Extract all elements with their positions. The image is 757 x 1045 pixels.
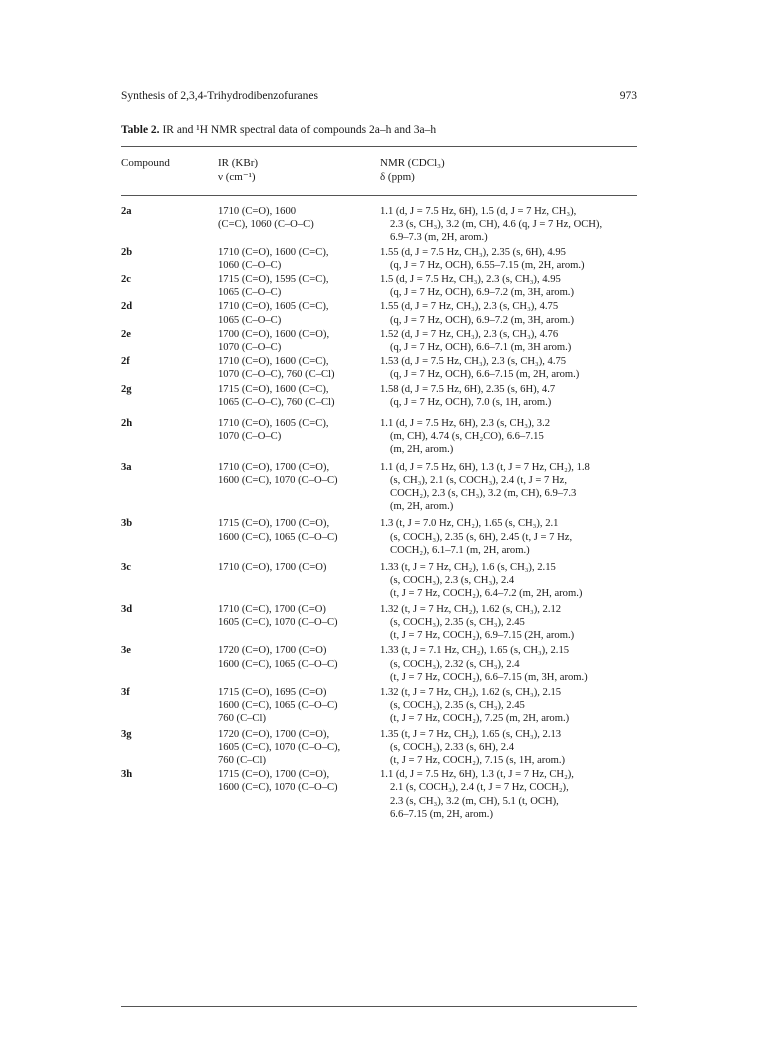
nmr-line: (q, J = 7 Hz, OCH), 6.55–7.15 (m, 2H, arom.) — [390, 259, 585, 271]
nmr-cell — [380, 603, 637, 643]
nmr-line: (s, COCH₃), 2.35 (s, CH₃), 2.45 — [390, 700, 525, 712]
ir-line: 1710 (C=O), 1600 — [218, 206, 297, 217]
ir-line: (C=C), 1060 (C–O–C) — [218, 219, 314, 231]
nmr-line: 2.1 (s, COCH₃), 2.4 (t, J = 7 Hz, COCH₂), — [390, 782, 569, 794]
nmr-line: (s, CH₃), 2.1 (s, COCH₃), 2.4 (t, J = 7 Hz, — [390, 474, 567, 486]
nmr-line: 1.55 (d, J = 7 Hz, CH₃), 2.3 (s, CH₃), 4.75 — [380, 301, 559, 313]
ir-cell — [218, 686, 380, 726]
table-row — [121, 205, 637, 245]
table-row — [121, 644, 637, 684]
ir-line: 1605 (C=C), 1070 (C–O–C), — [218, 741, 341, 753]
nmr-line: COCH₂), 6.1–7.1 (m, 2H, arom.) — [390, 544, 530, 556]
ir-line: 1600 (C=C), 1070 (C–O–C) — [218, 474, 338, 486]
compound-cell: 3d — [121, 603, 133, 615]
nmr-line: (q, J = 7 Hz, OCH), 7.0 (s, 1H, arom.) — [390, 396, 552, 408]
ir-cell — [218, 603, 380, 643]
ir-cell — [218, 300, 380, 326]
nmr-line: 1.1 (d, J = 7.5 Hz, 6H), 1.5 (d, J = 7 Hz, CH₃), — [380, 206, 577, 217]
ir-line: 1600 (C=C), 1065 (C–O–C) — [218, 531, 338, 543]
ir-cell — [218, 768, 380, 821]
ir-cell — [218, 517, 380, 557]
compound-cell: 2f — [121, 356, 130, 368]
compound-cell: 3g — [121, 728, 132, 740]
nmr-line: 1.32 (t, J = 7 Hz, CH₂), 1.62 (s, CH₃), 2.15 — [380, 686, 562, 698]
running-title: Synthesis of 2,3,4-Trihydrodibenzofuranes — [121, 90, 318, 102]
ir-line: 1720 (C=O), 1700 (C=O) — [218, 645, 327, 657]
ir-cell — [218, 205, 380, 245]
nmr-line: 2.3 (s, CH₃), 3.2 (m, CH), 5.1 (t, OCH), — [390, 795, 559, 807]
ir-line: 1710 (C=C), 1700 (C=O) — [218, 603, 326, 615]
ir-cell — [218, 355, 380, 381]
ir-line: 1600 (C=C), 1065 (C–O–C) — [218, 658, 338, 670]
ir-cell — [218, 417, 380, 457]
table-row — [121, 328, 637, 354]
ir-line: 1600 (C=C), 1065 (C–O–C) — [218, 700, 338, 712]
nmr-line: (s, COCH₃), 2.35 (s, CH₃), 2.45 — [390, 616, 525, 628]
compound-cell: 3f — [121, 686, 130, 698]
nmr-cell — [380, 273, 637, 299]
nmr-line: 1.1 (d, J = 7.5 Hz, 6H), 2.3 (s, CH₃), 3.2 — [380, 418, 551, 430]
nmr-cell — [380, 300, 637, 326]
nmr-line: 1.33 (t, J = 7.1 Hz, CH₂), 1.65 (s, CH₃), 2.15 — [380, 645, 570, 657]
nmr-line: (m, CH), 4.74 (s, CH₂CO), 6.6–7.15 — [390, 431, 544, 443]
ir-line: 1710 (C=O), 1600 (C=C), — [218, 356, 329, 368]
table-row — [121, 686, 637, 726]
table-header-rule — [121, 195, 637, 196]
table-row — [121, 768, 637, 821]
ir-line: 1070 (C–O–C), 760 (C–Cl) — [218, 369, 335, 381]
nmr-line: (s, COCH₃), 2.35 (s, 6H), 2.45 (t, J = 7 Hz, — [390, 531, 573, 543]
ir-line: 1710 (C=O), 1700 (C=O) — [218, 562, 327, 574]
table-row — [121, 728, 637, 768]
nmr-line: (t, J = 7 Hz, COCH₂), 7.25 (m, 2H, arom.) — [390, 713, 570, 725]
nmr-cell — [380, 417, 637, 457]
column-header-ir — [218, 156, 258, 184]
nmr-cell — [380, 328, 637, 354]
ir-line: 1605 (C=C), 1070 (C–O–C) — [218, 616, 338, 628]
nmr-cell — [380, 383, 637, 409]
ir-line: 1710 (C=O), 1605 (C=C), — [218, 301, 329, 313]
running-head — [121, 90, 637, 102]
nmr-line: (m, 2H, arom.) — [390, 501, 454, 513]
nmr-line: (s, COCH₃), 2.32 (s, CH₃), 2.4 — [390, 658, 520, 670]
nmr-cell — [380, 205, 637, 245]
table-caption-label: Table 2. — [121, 124, 160, 136]
table-row — [121, 246, 637, 272]
table-row — [121, 561, 637, 601]
nmr-line: 1.58 (d, J = 7.5 Hz, 6H), 2.35 (s, 6H), 4.7 — [380, 383, 556, 395]
compound-cell: 3h — [121, 769, 133, 781]
nmr-cell — [380, 686, 637, 726]
compound-cell: 2a — [121, 206, 132, 217]
nmr-line: (s, COCH₃), 2.3 (s, CH₃), 2.4 — [390, 575, 515, 587]
table-row — [121, 355, 637, 381]
column-header-ir-line: IR (KBr) — [218, 157, 259, 169]
nmr-line: 1.53 (d, J = 7.5 Hz, CH₃), 2.3 (s, CH₃), 4.75 — [380, 356, 567, 368]
nmr-cell — [380, 517, 637, 557]
table-body — [121, 205, 637, 822]
ir-line: 1715 (C=O), 1700 (C=O), — [218, 518, 330, 530]
compound-cell: 2d — [121, 301, 133, 313]
column-header-nmr-unit: δ (ppm) — [380, 171, 415, 183]
nmr-cell — [380, 461, 637, 514]
nmr-line: (t, J = 7 Hz, COCH₂), 6.9–7.15 (2H, arom.) — [390, 630, 575, 642]
ir-line: 1710 (C=O), 1600 (C=C), — [218, 246, 329, 258]
nmr-line: (t, J = 7 Hz, COCH₂), 7.15 (s, 1H, arom.) — [390, 754, 566, 766]
nmr-cell — [380, 728, 637, 768]
nmr-line: (q, J = 7 Hz, OCH), 6.6–7.1 (m, 3H arom.) — [390, 342, 572, 354]
ir-cell — [218, 246, 380, 272]
ir-cell — [218, 644, 380, 684]
nmr-line: 1.1 (d, J = 7.5 Hz, 6H), 1.3 (t, J = 7 Hz, CH₂), — [380, 769, 574, 781]
compound-cell: 2b — [121, 246, 133, 258]
ir-line: 1715 (C=O), 1600 (C=C), — [218, 383, 329, 395]
ir-cell — [218, 728, 380, 768]
ir-line: 1065 (C–O–C), 760 (C–Cl) — [218, 396, 335, 408]
nmr-line: (q, J = 7 Hz, OCH), 6.9–7.2 (m, 3H, arom.) — [390, 287, 574, 299]
nmr-line: 1.52 (d, J = 7 Hz, CH₃), 2.3 (s, CH₃), 4.76 — [380, 328, 559, 340]
compound-cell: 2c — [121, 274, 131, 286]
ir-line: 1070 (C–O–C) — [218, 342, 282, 354]
ir-cell — [218, 461, 380, 514]
column-header-compound: Compound — [121, 157, 170, 169]
table-row — [121, 273, 637, 299]
nmr-line: 1.32 (t, J = 7 Hz, CH₂), 1.62 (s, CH₃), 2.12 — [380, 603, 562, 615]
nmr-line: 1.35 (t, J = 7 Hz, CH₂), 1.65 (s, CH₃), 2.13 — [380, 728, 562, 740]
nmr-cell — [380, 355, 637, 381]
nmr-line: 1.33 (t, J = 7 Hz, CH₂), 1.6 (s, CH₃), 2.15 — [380, 562, 556, 574]
ir-line: 1070 (C–O–C) — [218, 431, 282, 443]
table-row — [121, 300, 637, 326]
column-header-nmr — [380, 156, 445, 184]
table-row — [121, 517, 637, 557]
nmr-cell — [380, 768, 637, 821]
nmr-line: (s, COCH₃), 2.33 (s, 6H), 2.4 — [390, 741, 515, 753]
ir-line: 1710 (C=O), 1605 (C=C), — [218, 418, 329, 430]
table-row — [121, 603, 637, 643]
table-caption-text: IR and ¹H NMR spectral data of compounds 2a–h and 3a–h — [162, 124, 437, 136]
compound-cell: 3c — [121, 562, 131, 574]
nmr-line: (q, J = 7 Hz, OCH), 6.9–7.2 (m, 3H, arom.) — [390, 314, 574, 326]
ir-cell — [218, 328, 380, 354]
table-caption — [121, 124, 436, 136]
ir-line: 1720 (C=O), 1700 (C=O), — [218, 728, 330, 740]
ir-cell — [218, 273, 380, 299]
table-top-rule — [121, 146, 637, 147]
ir-line: 1715 (C=O), 1695 (C=O) — [218, 686, 327, 698]
page-number: 973 — [619, 90, 637, 102]
table-bottom-rule — [121, 1006, 637, 1007]
nmr-line: 1.3 (t, J = 7.0 Hz, CH₂), 1.65 (s, CH₃), 2.1 — [380, 518, 559, 530]
ir-line: 1715 (C=O), 1700 (C=O), — [218, 769, 330, 781]
ir-line: 1060 (C–O–C) — [218, 259, 282, 271]
ir-line: 1600 (C=C), 1070 (C–O–C) — [218, 782, 338, 794]
nmr-line: (t, J = 7 Hz, COCH₂), 6.4–7.2 (m, 2H, arom.) — [390, 588, 583, 600]
compound-cell: 3a — [121, 461, 132, 473]
nmr-line: 6.6–7.15 (m, 2H, arom.) — [390, 808, 493, 820]
ir-line: 1065 (C–O–C) — [218, 314, 282, 326]
ir-line: 1065 (C–O–C) — [218, 287, 282, 299]
ir-line: 1715 (C=O), 1595 (C=C), — [218, 274, 329, 286]
nmr-line: (t, J = 7 Hz, COCH₂), 6.6–7.15 (m, 3H, arom.) — [390, 671, 588, 683]
ir-line: 1700 (C=O), 1600 (C=O), — [218, 328, 330, 340]
nmr-line: 1.55 (d, J = 7.5 Hz, CH₃), 2.35 (s, 6H), 4.95 — [380, 246, 566, 258]
ir-line: 760 (C–Cl) — [218, 754, 266, 766]
compound-cell: 3b — [121, 518, 133, 530]
column-header-nmr-line: NMR (CDCl₃) — [380, 157, 445, 169]
nmr-line: (q, J = 7 Hz, OCH), 6.6–7.15 (m, 2H, arom.) — [390, 369, 580, 381]
compound-cell: 3e — [121, 645, 131, 657]
nmr-line: (m, 2H, arom.) — [390, 444, 454, 456]
nmr-cell — [380, 246, 637, 272]
table-row — [121, 461, 637, 514]
compound-cell: 2g — [121, 383, 132, 395]
ir-line: 760 (C–Cl) — [218, 713, 266, 725]
table-row — [121, 383, 637, 409]
ir-cell — [218, 383, 380, 409]
ir-cell — [218, 561, 380, 601]
table-row — [121, 417, 637, 457]
nmr-line: 1.1 (d, J = 7.5 Hz, 6H), 1.3 (t, J = 7 Hz, CH₂), 1.8 — [380, 461, 590, 473]
nmr-line: 6.9–7.3 (m, 2H, arom.) — [390, 232, 488, 244]
compound-cell: 2e — [121, 328, 131, 340]
nmr-cell — [380, 644, 637, 684]
nmr-line: 1.5 (d, J = 7.5 Hz, CH₃), 2.3 (s, CH₃), 4.95 — [380, 274, 561, 286]
column-header-ir-unit: ν (cm⁻¹) — [218, 171, 256, 183]
nmr-line: COCH₂), 2.3 (s, CH₃), 3.2 (m, CH), 6.9–7.3 — [390, 488, 577, 500]
nmr-cell — [380, 561, 637, 601]
compound-cell: 2h — [121, 418, 133, 430]
nmr-line: 2.3 (s, CH₃), 3.2 (m, CH), 4.6 (q, J = 7 Hz, OCH), — [390, 219, 603, 231]
ir-line: 1710 (C=O), 1700 (C=O), — [218, 461, 330, 473]
